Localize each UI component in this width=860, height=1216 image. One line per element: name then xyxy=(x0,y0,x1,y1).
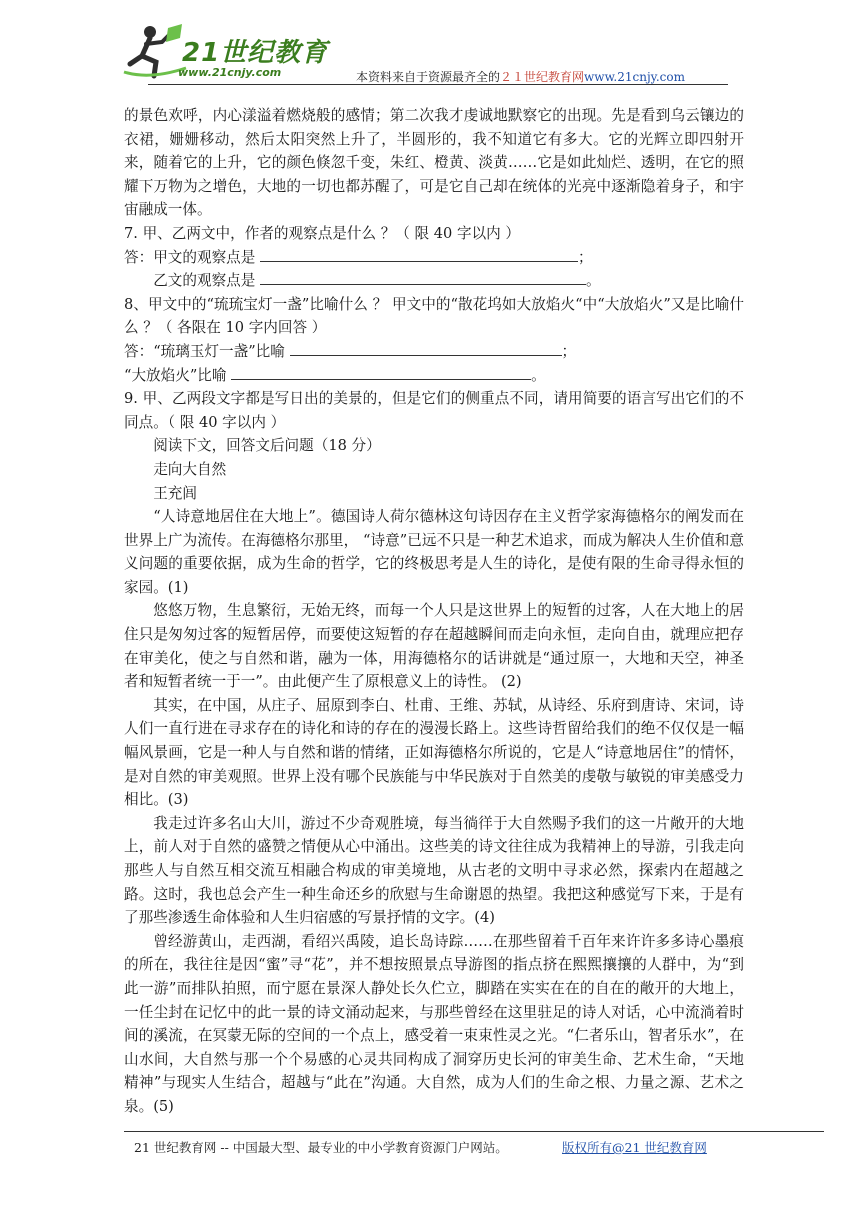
site-logo xyxy=(120,22,340,84)
answer-label: 答：“琉璃玉灯一盏”比喻 xyxy=(124,342,285,360)
question-7-answer-a xyxy=(124,246,744,270)
answer-blank[interactable] xyxy=(290,341,562,356)
passage-continuation: 的景色欢呼，内心漾溢着燃烧般的感情；第二次我才虔诚地默察它的出现。先是看到乌云镶边的衣裙，姗姗移动，然后太阳突然上升了，半圆形的，我不知道它有多大。它的光辉立即四射开来，随着它的上升，它的颜色倏忽千变，朱红、橙黄、淡黄……它是如此灿烂、透明，在它的照耀下万物为之增色，大地的一切也都苏醒了，可是它自己却在统体的光亮中逐渐隐着身子，和宇宙融成一体。 xyxy=(124,107,744,219)
answer-blank[interactable] xyxy=(260,270,586,285)
article-title: 走向大自然 xyxy=(153,460,227,478)
answer-blank[interactable] xyxy=(260,247,578,262)
footer-text: 21 世纪教育网 -- 中国最大型、最专业的中小学教育资源门户网站。 xyxy=(134,1140,508,1155)
page-header xyxy=(120,22,740,88)
logo-wordmark: 21世纪教育 xyxy=(182,38,329,68)
question-8: 8、甲文中的“琉琉宝灯一盏”比喻什么 ？ 甲文中的“散花坞如大放焰火“中“大放焰火”又是比喻什么 ？（ 各限在 10 字内回答 ） xyxy=(124,295,744,337)
article-paragraph-1: “人诗意地居住在大地上”。德国诗人荷尔德林这句诗因存在主义哲学家海德格尔的阐发而在世界上广为流传。在海德格尔那里， “诗意”已远不只是一种艺术追求，而成为解决人生价值和意义问题的重要依据，成为生命的哲学，它的终极思考是人生的诗化，是使有限的生命寻得永恒的家园。(1) xyxy=(124,508,744,596)
header-tag-prefix: 本资料来自于资源最齐全的 xyxy=(356,70,501,84)
reading-instruction: 阅读下文，回答文后问题（18 分） xyxy=(153,437,381,455)
article-paragraph-4: 我走过许多名山大川，游过不少奇观胜境，每当徜徉于大自然赐予我们的这一片敞开的大地上，前人对于自然的盛赞之情便从心中涌出。这些美的诗文往往成为我精神上的导游，引我走向那些人与自然互相交流互相融合构成的审美境地，从古老的文明中寻求必然，探索内在超越之路。这时，我也总会产生一种生命还乡的欣慰与生命谢恩的热望。我把这种感觉写下来，于是有了那些渗透生命体验和人生归宿感的写景抒情的文字。(4) xyxy=(124,814,744,927)
question-7: 7. 甲、乙两文中，作者的观察点是什么 ？（ 限 40 字以内 ） xyxy=(124,224,520,242)
logo-url: www.21cnjy.com xyxy=(178,66,282,79)
answer-label: “大放焰火”比喻 xyxy=(124,366,227,384)
question-8-answer-a xyxy=(124,340,744,364)
answer-punct: ； xyxy=(561,342,577,360)
question-9: 9. 甲、乙两段文字都是写日出的美景的，但是它们的侧重点不同，请用简要的语言写出它们的不同点。（ 限 40 字以内 ） xyxy=(124,390,744,431)
footer-copyright-link[interactable]: 版权所有@21 世纪教育网 xyxy=(562,1140,707,1155)
document-body xyxy=(124,104,744,1119)
header-tagline xyxy=(356,68,685,85)
article-paragraph-3: 其实，在中国，从庄子、屈原到李白、杜甫、王维、苏轼，从诗经、乐府到唐诗、宋词，诗人们一直行进在寻求存在的诗化和诗的存在的漫漫长路上。这些诗哲留给我们的绝不仅仅是一幅幅风景画，它是一种人与自然和谐的情绪，正如海德格尔所说的，它是人“诗意地居住”的情怀，是对自然的审美观照。世界上没有哪个民族能与中华民族对于自然美的虔敬与敏锐的审美感受力相比。(3) xyxy=(124,696,744,809)
header-tag-site: ２１世纪教育网 xyxy=(500,70,585,84)
answer-punct: ； xyxy=(578,248,593,266)
answer-label: 答：甲文的观察点是 xyxy=(124,248,256,266)
article-paragraph-5: 曾经游黄山，走西湖，看绍兴禹陵，追长岛诗踪……在那些留着千百年来许许多多诗心墨痕的所在，我往往是因“蜜”寻“花”，并不想按照景点导游图的指点挤在熙熙攘攘的人群中，为“到此一游”而排队拍照，而宁愿在景深人静处长久伫立，脚踏在实实在在的自在的敞开的大地上，一任尘封在记忆中的此一景的诗文涌动起来，与那些曾经在这里驻足的诗人对话，心中流淌着时间的溪流，在冥蒙无际的空间的一个点上，感受着一束束性灵之光。“仁者乐山，智者乐水”，在山水间，大自然与那一个个易感的心灵共同构成了洞穿历史长河的审美生命、艺术生命，“天地精神”与现实人生结合，超越与“此在”沟通。大自然，成为人们的生命之根、力量之源、艺术之泉。(5) xyxy=(124,932,744,1115)
footer-divider xyxy=(124,1131,824,1132)
answer-label: 乙文的观察点是 xyxy=(153,272,256,290)
answer-blank[interactable] xyxy=(231,365,531,380)
question-8-answer-b xyxy=(124,364,744,388)
header-tag-url[interactable]: www.21cnjy.com xyxy=(584,70,685,84)
page-footer xyxy=(134,1138,707,1156)
header-divider xyxy=(148,84,728,85)
article-paragraph-2: 悠悠万物，生息繁衍，无始无终，而每一个人只是这世界上的短暂的过客，人在大地上的居住只是匆匆过客的短暂居停，而要使这短暂的存在超越瞬间而走向永恒，走向自由，就理应把存在审美化，使之与自然和谐，融为一体，用海德格尔的话讲就是“通过原一，大地和天空，神圣者和短暂者统一于一”。由此便产生了原根意义上的诗性。 (2) xyxy=(124,602,744,691)
article-author: 王充闾 xyxy=(153,484,197,502)
question-7-answer-b xyxy=(124,269,744,293)
answer-punct: 。 xyxy=(586,272,601,290)
answer-punct: 。 xyxy=(531,366,546,384)
